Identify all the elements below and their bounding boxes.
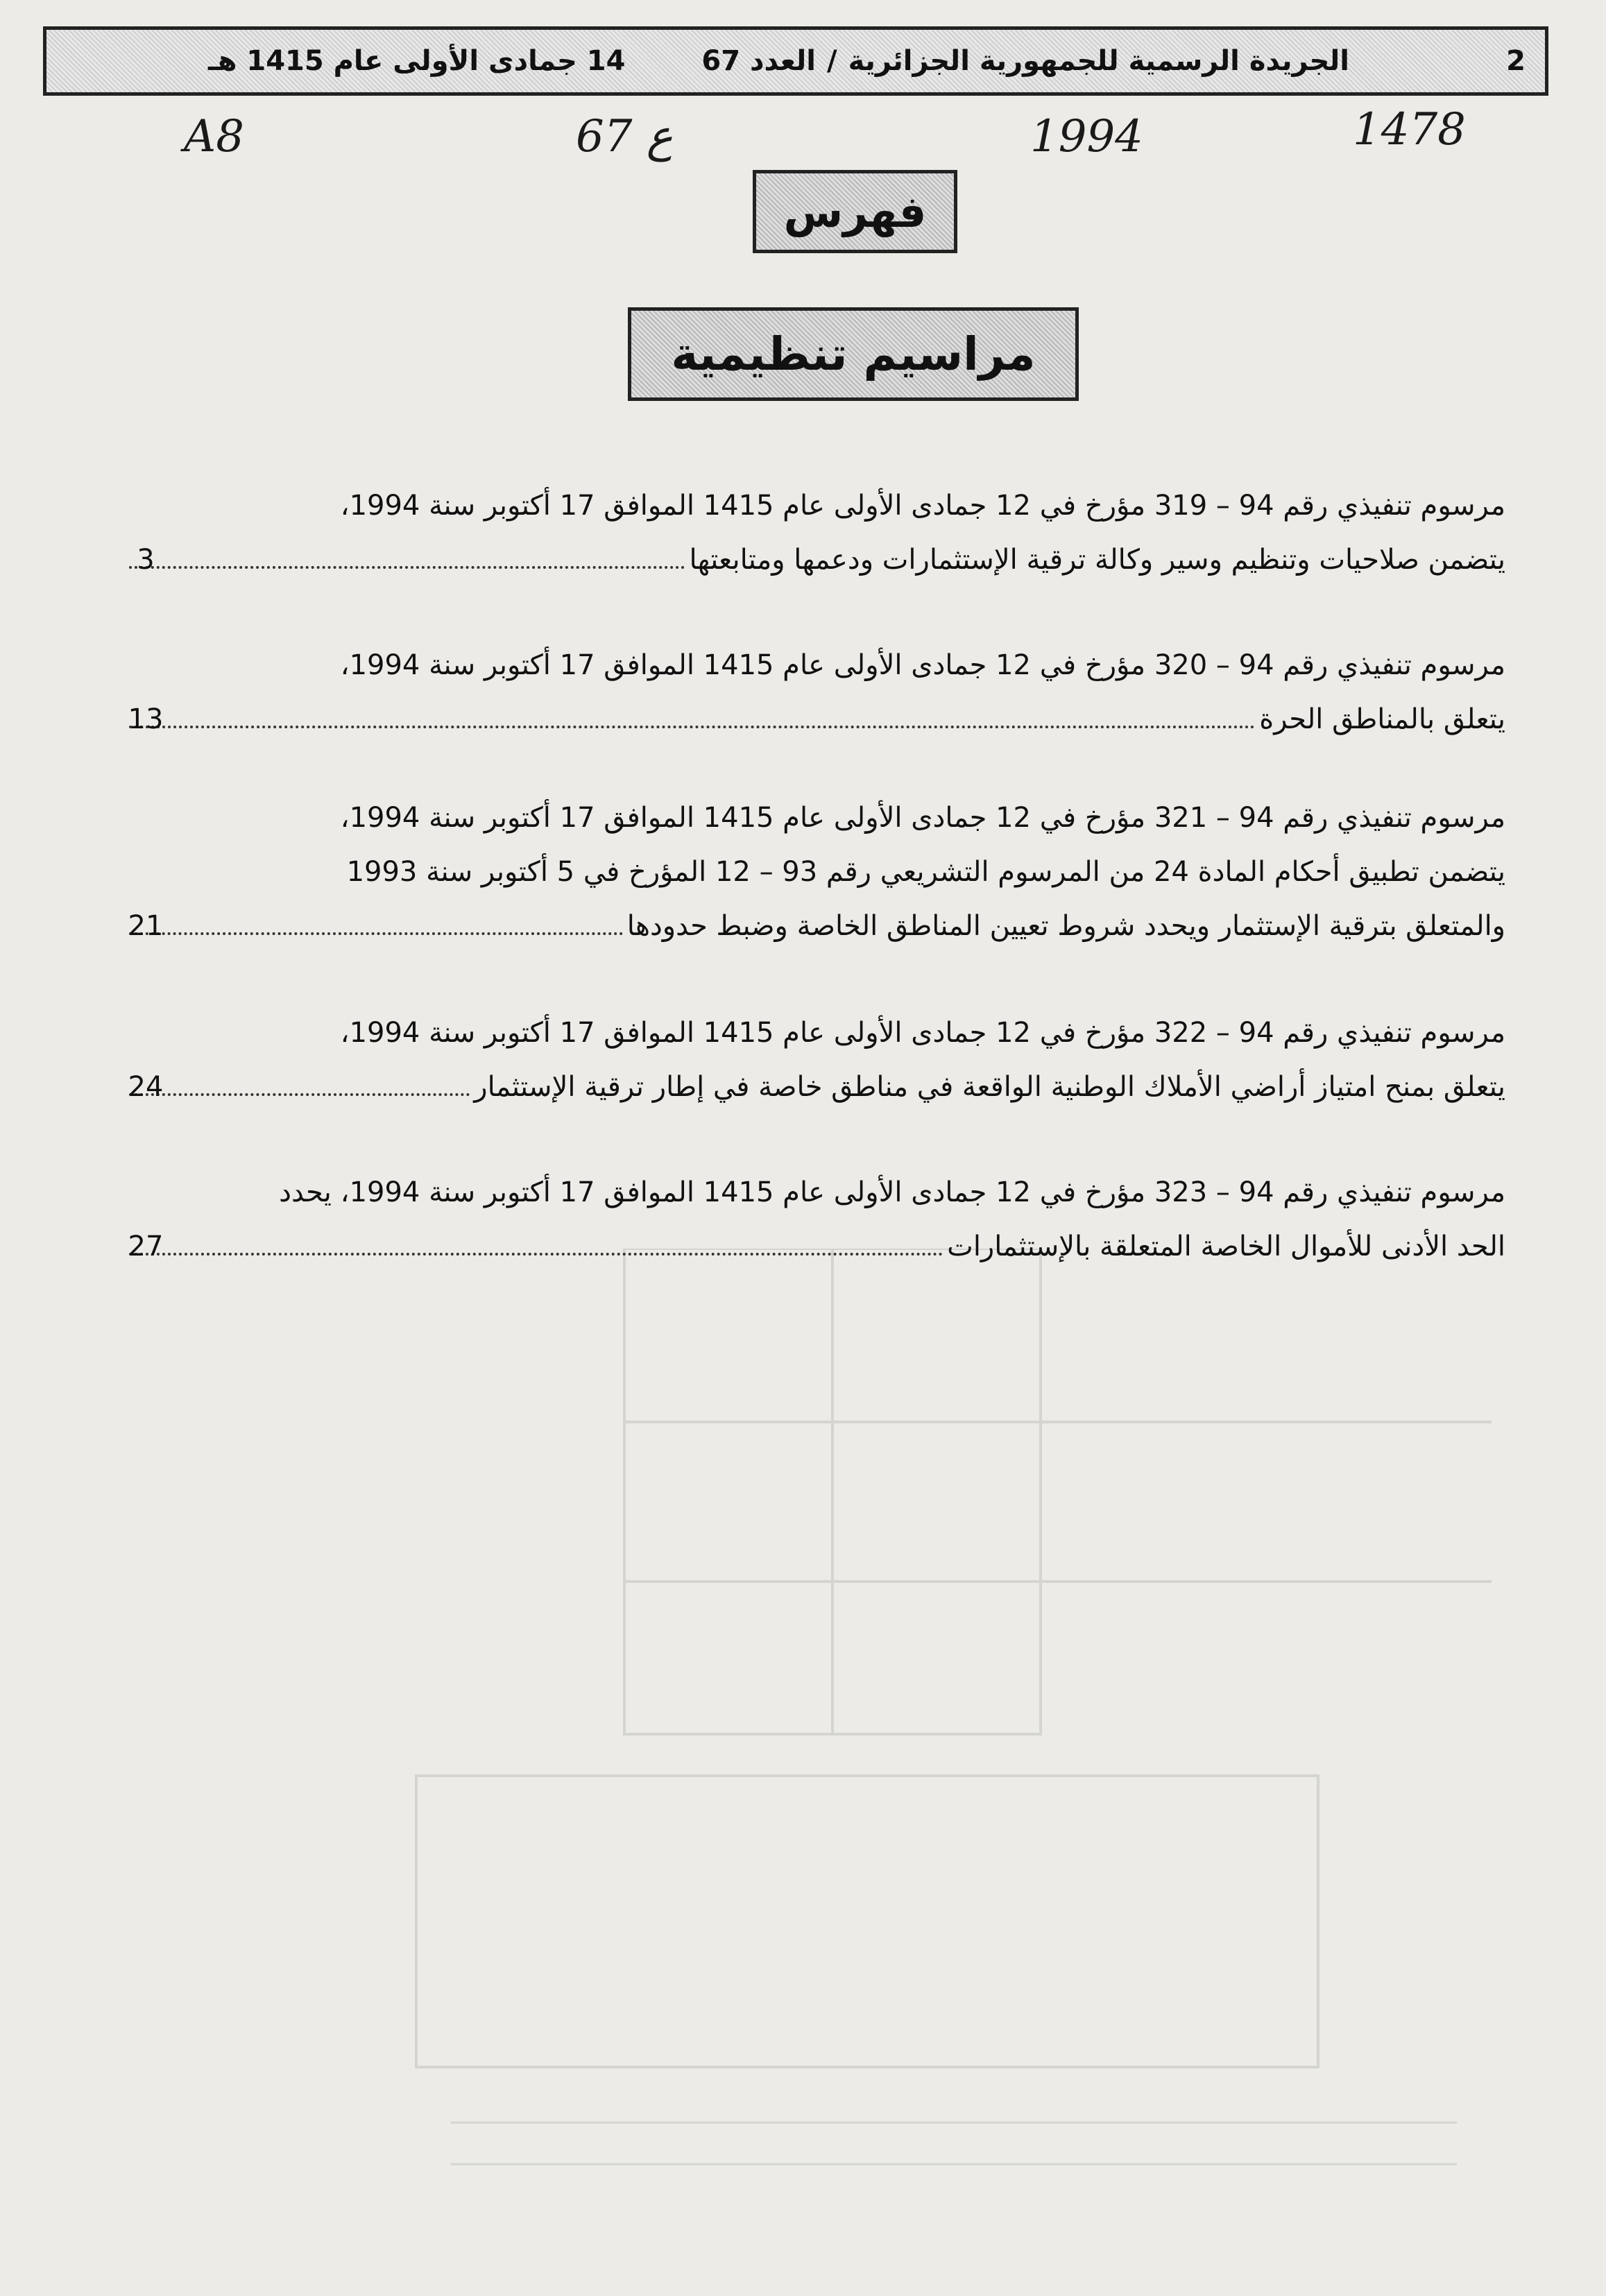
entry-page-number: 13 bbox=[128, 703, 164, 735]
entry-line: مرسوم تنفيذي رقم 94 – 320 مؤرخ في 12 جمادى الأولى عام 1415 الموافق 17 أكتوبر سنة 1994، bbox=[340, 649, 1505, 681]
toc-entry bbox=[125, 1165, 1505, 1274]
entry-page-number: 27 bbox=[128, 1231, 164, 1262]
page-number: 2 bbox=[1506, 45, 1526, 77]
entry-last-line bbox=[125, 1060, 1505, 1114]
leader-dots bbox=[129, 1253, 943, 1256]
entry-line: يتضمن تطبيق أحكام المادة 24 من المرسوم التشريعي رقم 93 – 12 المؤرخ في 5 أكتوبر سنة 1993 bbox=[346, 856, 1505, 888]
entry-page-number: 3 bbox=[137, 544, 155, 576]
entry-subject: يتعلق بمنح امتياز أراضي الأملاك الوطنية الواقعة في مناطق خاصة في إطار ترقية الإستثمار bbox=[474, 1071, 1505, 1103]
entry-page-number: 21 bbox=[128, 910, 164, 942]
issue-number: العدد 67 bbox=[701, 45, 816, 77]
entry-last-line bbox=[125, 533, 1505, 587]
gazette-title: الجريدة الرسمية للجمهورية الجزائرية bbox=[848, 45, 1349, 77]
entry-line: مرسوم تنفيذي رقم 94 – 323 مؤرخ في 12 جمادى الأولى عام 1415 الموافق 17 أكتوبر سنة 1994، يحدد bbox=[279, 1176, 1505, 1208]
hijri-date: 14 جمادى الأولى عام 1415 هـ bbox=[208, 45, 626, 77]
entry-line: مرسوم تنفيذي رقم 94 – 319 مؤرخ في 12 جمادى الأولى عام 1415 الموافق 17 أكتوبر سنة 1994، bbox=[340, 490, 1505, 522]
handwritten-note-a8: A8 bbox=[184, 111, 244, 162]
entry-last-line bbox=[125, 1219, 1505, 1274]
header-separator: / bbox=[826, 45, 837, 77]
toc-entry bbox=[125, 638, 1505, 746]
toc-entry bbox=[125, 791, 1505, 953]
leader-dots bbox=[129, 566, 685, 569]
toc-entry bbox=[125, 1006, 1505, 1114]
section-heading: مراسيم تنظيمية bbox=[628, 307, 1079, 401]
entry-subject: يتعلق بالمناطق الحرة bbox=[1259, 703, 1505, 735]
entry-line: مرسوم تنفيذي رقم 94 – 321 مؤرخ في 12 جمادى الأولى عام 1415 الموافق 17 أكتوبر سنة 1994، bbox=[340, 802, 1505, 834]
handwritten-note-number: 1478 bbox=[1353, 104, 1466, 155]
entry-page-number: 24 bbox=[128, 1071, 164, 1103]
leader-dots bbox=[129, 932, 623, 935]
entry-last-line bbox=[125, 899, 1505, 953]
handwritten-note-year: 1994 bbox=[1030, 111, 1143, 162]
index-heading: فهرس bbox=[753, 170, 957, 253]
show-through-texture bbox=[208, 1249, 1492, 2220]
entry-subject: يتضمن صلاحيات وتنظيم وسير وكالة ترقية الإستثمارات ودعمها ومتابعتها bbox=[689, 544, 1505, 576]
leader-dots bbox=[129, 726, 1255, 728]
page-header bbox=[43, 26, 1548, 96]
entry-subject: الحد الأدنى للأموال الخاصة المتعلقة بالإستثمارات bbox=[947, 1231, 1505, 1262]
entry-subject: والمتعلق بترقية الإستثمار ويحدد شروط تعيين المناطق الخاصة وضبط حدودها bbox=[626, 910, 1505, 942]
leader-dots bbox=[129, 1093, 470, 1096]
entry-last-line bbox=[125, 692, 1505, 746]
handwritten-note-issue: 67 ع bbox=[576, 111, 673, 162]
toc-entry bbox=[125, 479, 1505, 587]
entry-line: مرسوم تنفيذي رقم 94 – 322 مؤرخ في 12 جمادى الأولى عام 1415 الموافق 17 أكتوبر سنة 1994، bbox=[340, 1017, 1505, 1049]
